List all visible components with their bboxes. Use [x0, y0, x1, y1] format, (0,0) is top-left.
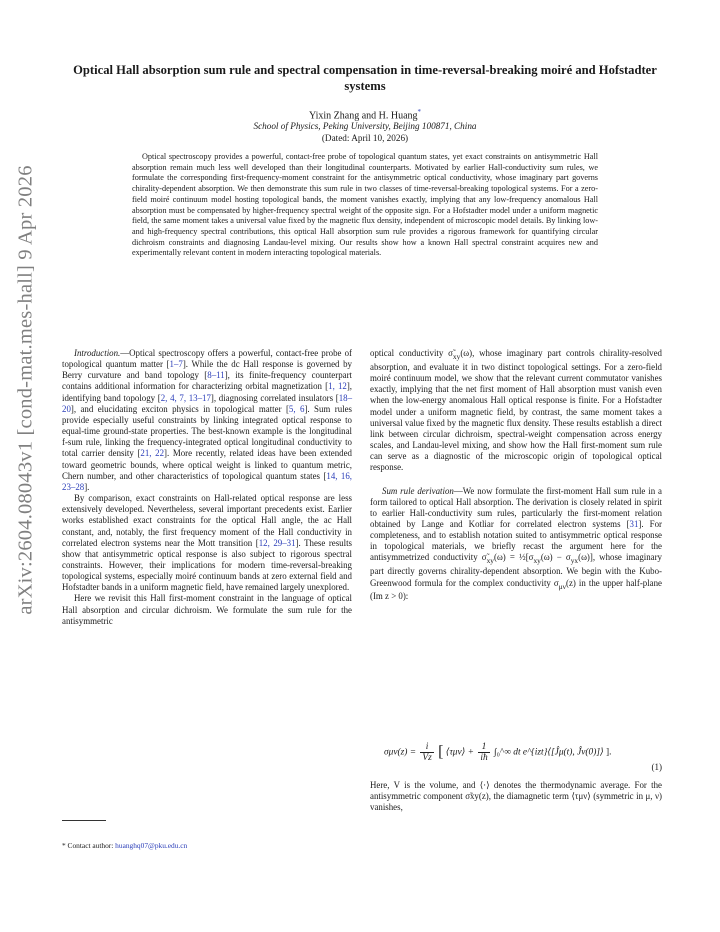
citation[interactable]: 1, 12	[328, 381, 347, 392]
citation[interactable]: 5, 6	[288, 403, 305, 414]
citation[interactable]: 12, 29–31	[258, 537, 296, 548]
citation[interactable]: 14, 16, 23–28	[62, 470, 352, 492]
right-column	[370, 348, 662, 603]
arxiv-identifier	[6, 110, 46, 670]
author-mark[interactable]: *	[417, 108, 422, 116]
intro-paragraph: Introduction.—Optical spectroscopy offers a powerful, contact-free probe of topological quantum matter [1–7]. While the dc Hall response is governed by Berry curvature and band topology [8–11], its finite-frequency counterpart contains additional information for characterizing orbital magnetization [1, 12], identifying band topology [2, 4, 7, 13–17], diagnosing correlated insulators [18–20], and elucidating exciton physics in topological matter [5, 6]. Sum rules provide especially useful constraints by linking integrated optical response to equal-time ground-state properties. The best-known example is the longitudinal f-sum rule, linking the frequency-integrated optical longitudinal conductivity to total carrier density [21, 22]. More recently, related ideas have been extended toward geometric bounds, where optical weight is linked to quantum metric, Chern number, and other characteristics of topological quantum states [14, 16, 23–28].	[62, 348, 353, 492]
equation-body: σμν(z) = $\frac{i}{Vz}$ [ ⟨τμν⟩ + $\frac{1}{iħ}$ ∫₀^∞ dt e^{izt}⟨[Ĵμ(t), Ĵν(0)]⟩ ].	[384, 742, 612, 763]
comparison-paragraph: By comparison, exact constraints on Hall-related optical response are less extensively developed. Nevertheless, several important precedents exist. Earlier works established exact constraints for the optical Hall angle, the ac Hall constant, and, notably, the first frequency moment of the Hall conductivity in correlated electron systems near the Mott transition [12, 29–31]. These results show that antisymmetric optical response is also subject to rigorous spectral constraints. However, their implications for modern time-reversal-breaking topological systems, especially moiré continuum bands at zero external field and Hofstadter bands in a uniform magnetic field, have remained largely unexplored.	[62, 493, 352, 593]
citation[interactable]: 31	[629, 518, 639, 529]
author-line	[60, 108, 670, 121]
dated-line: (Dated: April 10, 2026)	[321, 133, 409, 143]
left-column	[62, 348, 352, 627]
fraction: $\frac{1}{iħ}$	[480, 742, 488, 763]
author-names: Yixin Zhang and H. Huang	[308, 110, 418, 122]
abstract: Optical spectroscopy provides a powerful, contact-free probe of topological quantum states, yet exact constraints on antisymmetric Hall absorption remain much less well developed than their longitudinal counterparts. Motivated by earlier Hall-conductivity sum rules, we formulate the corresponding first-frequency-moment constraint for the antisymmetric optical conductivity, whose imaginary part governs chirality-dependent absorption. We then demonstrate this sum rule in two classes of time-reversal-breaking topological systems. For a zero-field moiré continuum model hosting topological bands, the moment vanishes exactly, implying that any low-frequency anomalous Hall absorption must be compensated by higher-frequency spectral weight of the opposite sign. For a Hofstadter model under a uniform magnetic field, the same moment takes a universal value fixed by the magnetic flux density, independent of microscopic model details. By linking low- and high-frequency spectral contributions, this optical Hall absorption sum rule provides a rigorous framework for quantifying circular dichroism constraints and diagnosing Landau-level mixing. Our results show how a known Hall spectral constraint acquires new and experimentally relevant content in modern interacting topological materials.	[132, 152, 598, 258]
contact-email-link[interactable]: huanghq07@pku.edu.cn	[115, 841, 188, 850]
intro-lead: Introduction.	[74, 348, 121, 358]
continuation-paragraph: optical conductivity $\sigmã_{xy}(\omega)$, whose imaginary part controls chirality-resolved absorption, and evaluate it in two distinct topological settings. For a zero-field moiré continuum model, we show that the relevant current commutator vanishes exactly, implying that the net first moment of Hall absorption must vanish even when the low-energy anomalous Hall optical response is finite. For a Hofstadter model under a uniform magnetic field, by contrast, the same moment takes a universal value fixed by the magnetic flux density. These results establish a direct link between circular dichroism, spectral-weight compensation across energy scales, and Landau-level mixing, and show how the Hall first-moment sum rule can serve as a diagnostic of the microscopic origin of topological optical response.	[370, 348, 662, 473]
equation-number: (1)	[651, 762, 662, 772]
revisit-paragraph: Here we revisit this Hall first-moment constraint in the language of optical Hall absorption and circular dichroism. We formulate the sum rule for the antisymmetric	[62, 593, 352, 626]
paper-title: Optical Hall absorption sum rule and spectral compensation in time-reversal-breaking moiré and Hofstadter systems	[73, 63, 657, 93]
definition-paragraph: Here, V is the volume, and ⟨·⟩ denotes the thermodynamic average. For the antisymmetric component σ̃xy(z), the diamagnetic term ⟨τμν⟩ (symmetric in μ, ν) vanishes,	[370, 780, 662, 813]
citation[interactable]: 18–20	[62, 392, 352, 414]
equation-1	[370, 732, 662, 776]
footnote-divider	[62, 820, 106, 821]
fraction: $\frac{i}{Vz}$	[422, 742, 432, 763]
arxiv-id-text: arXiv:2604.08043v1 [cond-mat.mes-hall] 9 Apr 2026	[14, 165, 37, 615]
derivation-lead: Sum rule derivation	[382, 485, 454, 496]
citation[interactable]: 1–7	[169, 359, 183, 370]
citation[interactable]: 21, 22	[140, 448, 165, 459]
right-column-tail	[370, 780, 662, 813]
affiliation: School of Physics, Peking University, Beijing 100871, China	[253, 121, 477, 131]
citation[interactable]: 2, 4, 7, 13–17	[160, 392, 211, 403]
derivation-paragraph: Sum rule derivation—We now formulate the first-moment Hall sum rule in a form tailored to optical Hall absorption. The derivation is closely related in spirit to earlier Hall-conductivity sum rules, particularly the first-moment relation obtained by Lange and Kotliar for correlated electron systems [31]. For completeness, and to establish notation suited to antisymmetric optical response in topological materials, we briefly recast the argument here for the antisymmetrized conductivity $\sigmã_{xy}(\omega)$ = $\frac{1}{2}[\sigma_{xy}(\omega) - \sigma_{yx}(\omega)]$, whose imaginary part directly governs chirality-dependent absorption. We begin with the Kubo-Greenwood formula for the complex conductivity $\sigma_{\mu\nu}(z)$ in the upper half-plane (Im z > 0):	[370, 485, 663, 602]
citation[interactable]: 8–11	[207, 370, 225, 381]
footnote: * Contact author: huanghq07@pku.edu.cn	[62, 841, 188, 850]
